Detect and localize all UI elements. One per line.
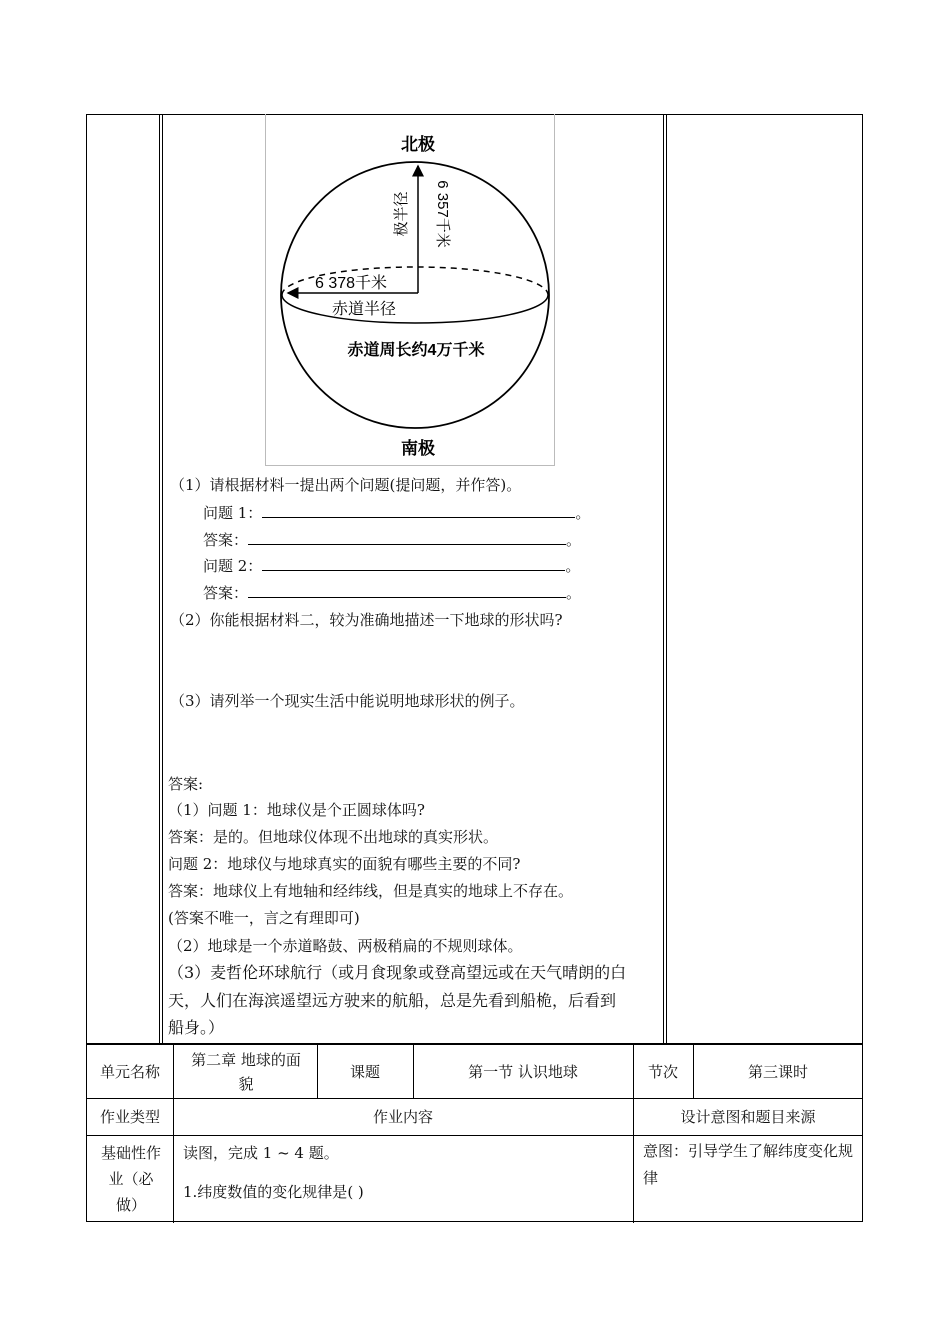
end-mark: 。 (575, 504, 591, 522)
equatorial-radius-label: 赤道半径 (331, 301, 397, 318)
question-1-prompt-1 (203, 500, 590, 526)
answer-line: 天，人们在海滨遥望远方驶来的航船，总是先看到船桅，后看到 (168, 991, 617, 1010)
question-1: （1）请根据材料一提出两个问题(提问题，并作答)。 (170, 476, 522, 494)
period-value: 第三课时 (747, 1062, 808, 1081)
question-1-answer-1 (203, 527, 581, 553)
question-1-prompt-2 (203, 553, 580, 579)
label: 问题 1： (203, 504, 263, 522)
basic-homework-question: 1.纬度数值的变化规律是( ) (183, 1183, 364, 1201)
basic-homework-label: 基础性作业（必做） (101, 1144, 162, 1214)
unit-value: 第二章 地球的面貌 (191, 1050, 301, 1093)
basic-homework-line: 读图，完成 1 ~ 4 题。 (183, 1144, 339, 1162)
answer-line: （3）麦哲伦环球航行（或月食现象或登高望远或在天气晴朗的白 (168, 963, 627, 982)
topic-label: 课题 (349, 1062, 380, 1081)
earth-shape-figure (265, 114, 555, 466)
answer-line: （1）问题 1：地球仪是个正圆球体吗? (168, 801, 425, 819)
question-2: （2）你能根据材料二，较为准确地描述一下地球的形状吗? (170, 611, 563, 629)
answer-line: (答案不唯一，言之有理即可) (168, 909, 360, 927)
design-label: 设计意图和题目来源 (680, 1107, 816, 1126)
polar-radius-label: 极半径 (393, 191, 410, 237)
answer-blank[interactable] (262, 555, 565, 571)
equatorial-radius-value: 6 378千米 (314, 275, 388, 292)
earth-diagram (266, 114, 556, 466)
topic-value: 第一节 认识地球 (468, 1062, 578, 1081)
label: 答案： (203, 584, 249, 602)
answer-blank[interactable] (248, 582, 566, 598)
type-label: 作业类型 (99, 1107, 160, 1126)
homework-table (86, 1044, 863, 1222)
answers-heading: 答案: (168, 775, 204, 793)
label: 答案： (203, 531, 249, 549)
content-label: 作业内容 (372, 1107, 433, 1126)
equator-front (282, 295, 548, 323)
design-intent: 意图：引导学生了解纬度变化规律 (643, 1142, 854, 1187)
table-divider (663, 115, 664, 1043)
south-pole-label: 南极 (401, 439, 435, 458)
table-divider (162, 115, 163, 1043)
polar-radius-value: 6 357千米 (434, 180, 451, 248)
period-label: 节次 (647, 1062, 678, 1081)
globe-outline (281, 162, 549, 428)
answer-line: 船身。） (168, 1018, 225, 1037)
north-pole-label: 北极 (401, 135, 435, 154)
answer-blank[interactable] (262, 502, 575, 518)
answer-line: 答案：是的。但地球仪体现不出地球的真实形状。 (168, 828, 499, 846)
row-divider (87, 1135, 862, 1136)
table-divider (159, 115, 160, 1043)
end-mark: 。 (565, 557, 581, 575)
answer-line: 答案：地球仪上有地轴和经纬线，但是真实的地球上不存在。 (168, 882, 574, 900)
label: 问题 2： (203, 557, 263, 575)
unit-label: 单元名称 (99, 1062, 160, 1081)
table-divider (666, 115, 667, 1043)
answer-line: （2）地球是一个赤道略鼓、两极稍扁的不规则球体。 (168, 937, 523, 955)
answer-blank[interactable] (248, 529, 566, 545)
end-mark: 。 (566, 531, 582, 549)
circumference-label: 赤道周长约4万千米 (347, 342, 485, 359)
question-1-answer-2 (203, 580, 581, 606)
end-mark: 。 (566, 584, 582, 602)
answer-line: 问题 2：地球仪与地球真实的面貌有哪些主要的不同? (168, 855, 521, 873)
question-3: （3）请列举一个现实生活中能说明地球形状的例子。 (170, 692, 525, 710)
